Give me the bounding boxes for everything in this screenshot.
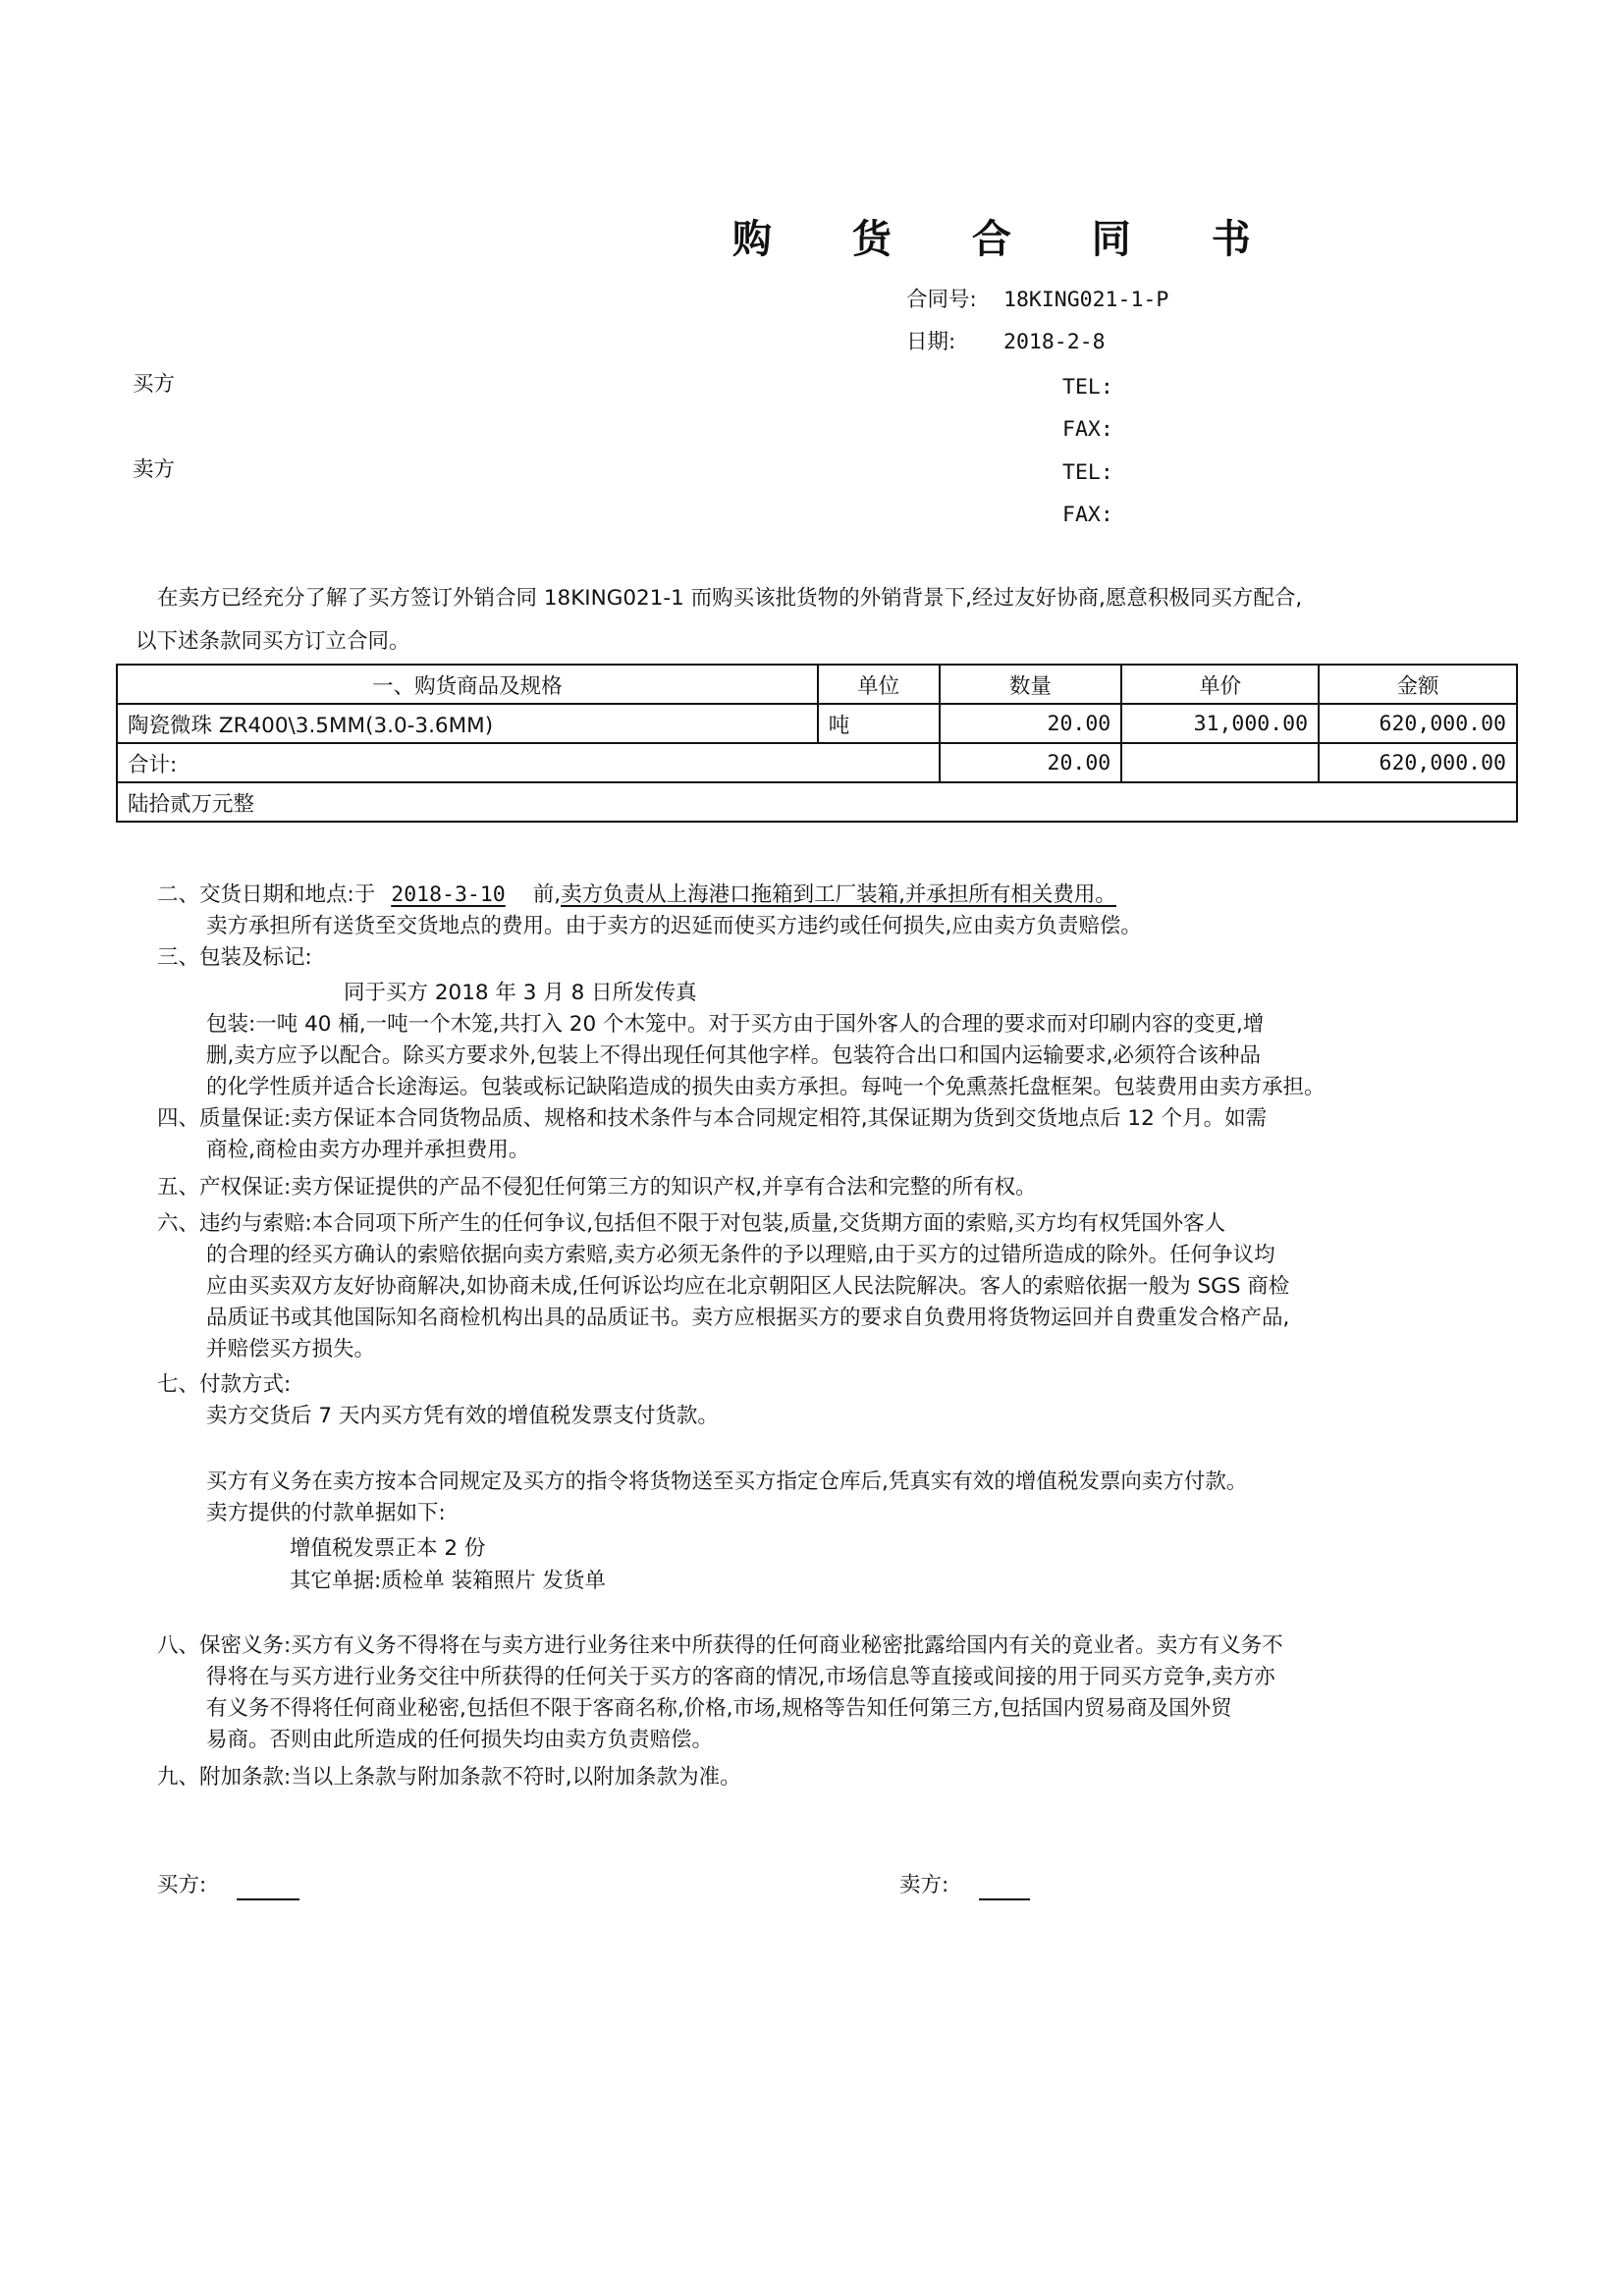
buyer-label: 买方: [133, 372, 176, 397]
total-amount: 620,000.00: [1319, 743, 1517, 782]
clause-2-line-1: [157, 881, 1146, 910]
goods-table: [116, 664, 1518, 823]
seller-label: 卖方: [133, 457, 176, 482]
date-label: 日期:: [906, 330, 956, 354]
clause-3-line-1: 包装:一吨 40 桶,一吨一个木笼,共打入 20 个木笼中。对于买方由于国外客人的合理的要求而对印刷内容的变更,增: [206, 1012, 1265, 1037]
buyer-fax-label: FAX:: [1062, 417, 1113, 442]
contract-no-label: 合同号:: [906, 288, 977, 312]
buyer-signature-line[interactable]: [237, 1875, 299, 1900]
clause-6-line-2: 的合理的经买方确认的索赔依据向卖方索赔,卖方必须无条件的予以理赔,由于买方的过错所造成的除外。任何争议均: [206, 1243, 1275, 1267]
clause-7-heading: 七、付款方式:: [157, 1372, 292, 1397]
clause-3-heading: 三、包装及标记:: [157, 945, 312, 970]
seller-fax-label: FAX:: [1062, 503, 1113, 527]
clause-6-line-4: 品质证书或其他国际知名商检机构出具的品质证书。卖方应根据买方的要求自负费用将货物运回并自费重发合格产品,: [206, 1306, 1290, 1330]
clause-8-line-2: 得将在与买方进行业务交往中所获得的任何关于买方的客商的情况,市场信息等直接或间接的用于同买方竞争,卖方亦: [206, 1665, 1275, 1689]
clause-6-line-1: 六、违约与索赔:本合同项下所产生的任何争议,包括但不限于对包装,质量,交货期方面的索赔,买方均有权凭国外客人: [157, 1211, 1226, 1236]
clause-7-line-1: 卖方交货后 7 天内买方凭有效的增值税发票支付货款。: [206, 1404, 719, 1428]
clause-2-mid: 前,: [532, 882, 562, 907]
header-amount: 金额: [1319, 665, 1517, 704]
clause-5: 五、产权保证:卖方保证提供的产品不侵犯任何第三方的知识产权,并享有合法和完整的所有权。: [157, 1175, 1037, 1200]
goods-unit-cell: 吨: [818, 704, 940, 743]
clause-9: 九、附加条款:当以上条款与附加条款不符时,以附加条款为准。: [157, 1765, 741, 1789]
buyer-signature: [157, 1871, 299, 1900]
clause-3-fax-note: 同于买方 2018 年 3 月 8 日所发传真: [344, 981, 697, 1005]
goods-table-header: [117, 665, 1517, 704]
goods-name-cell: 陶瓷微珠 ZR400\3.5MM(3.0-3.6MM): [117, 704, 818, 743]
seller-signature-label: 卖方:: [899, 1873, 949, 1897]
clause-6-line-5: 并赔偿买方损失。: [206, 1337, 376, 1362]
amount-in-words-row: [117, 782, 1517, 822]
goods-amount-cell: 620,000.00: [1319, 704, 1517, 743]
contract-title: 购 货 合 同 书: [732, 217, 1284, 262]
seller-tel-label: TEL:: [1062, 460, 1113, 485]
clause-3-line-2: 删,卖方应予以配合。除买方要求外,包装上不得出现任何其他字样。包装符合出口和国内运输要求,必须符合该种品: [206, 1043, 1262, 1068]
total-label: 合计:: [117, 743, 940, 782]
goods-quantity-cell: 20.00: [940, 704, 1122, 743]
seller-signature: [899, 1871, 1030, 1900]
intro-line-1: 在卖方已经充分了解了买方签订外销合同 18KING021-1 而购买该批货物的外销背景下,经过友好协商,愿意积极同买方配合,: [157, 586, 1303, 611]
clause-7-doc-1: 增值税发票正本 2 份: [290, 1536, 486, 1561]
buyer-tel-label: TEL:: [1062, 375, 1113, 400]
clause-2-prefix: 二、交货日期和地点:于: [157, 882, 376, 907]
header-quantity: 数量: [940, 665, 1122, 704]
clause-7-doc-2: 其它单据:质检单 装箱照片 发货单: [290, 1569, 606, 1593]
clause-4-line-2: 商检,商检由卖方办理并承担费用。: [206, 1138, 530, 1162]
clause-4-line-1: 四、质量保证:卖方保证本合同货物品质、规格和技术条件与本合同规定相符,其保证期为货到交货地点后 12 个月。如需: [157, 1106, 1268, 1131]
clause-2-line-2: 卖方承担所有送货至交货地点的费用。由于卖方的迟延而使买方违约或任何损失,应由卖方负责赔偿。: [206, 914, 1142, 938]
table-row: [117, 704, 1517, 743]
clause-8-line-4: 易商。否则由此所造成的任何损失均由卖方负责赔偿。: [206, 1728, 714, 1752]
clause-7-line-2: 买方有义务在卖方按本合同规定及买方的指令将货物送至买方指定仓库后,凭真实有效的增值税发票向卖方付款。: [206, 1469, 1248, 1494]
buyer-signature-label: 买方:: [157, 1873, 207, 1897]
seller-signature-line[interactable]: [979, 1875, 1030, 1900]
total-price-empty: [1121, 743, 1319, 782]
amount-in-words: 陆拾贰万元整: [117, 782, 1517, 822]
clause-6-line-3: 应由买卖双方友好协商解决,如协商未成,任何诉讼均应在北京朝阳区人民法院解决。客人的索赔依据一般为 SGS 商检: [206, 1274, 1290, 1299]
contract-no: 18KING021-1-P: [1003, 288, 1169, 312]
clause-7-line-3: 卖方提供的付款单据如下:: [206, 1501, 446, 1525]
clause-8-line-1: 八、保密义务:买方有义务不得将在与卖方进行业务往来中所获得的任何商业秘密批露给国内有关的竟业者。卖方有义务不: [157, 1633, 1283, 1658]
clause-8-line-3: 有义务不得将任何商业秘密,包括但不限于客商名称,价格,市场,规格等告知任何第三方,包括国内贸易商及国外贸: [206, 1696, 1232, 1721]
delivery-date: 2018-3-10: [391, 882, 506, 907]
goods-price-cell: 31,000.00: [1121, 704, 1319, 743]
delivery-detail: 卖方负责从上海港口拖箱到工厂装箱,并承担所有相关费用。: [561, 882, 1116, 907]
total-quantity: 20.00: [940, 743, 1122, 782]
intro-line-2: 以下述条款同买方订立合同。: [135, 629, 410, 654]
header-goods-spec: 一、购货商品及规格: [117, 665, 818, 704]
header-unit: 单位: [818, 665, 940, 704]
clause-3-line-3: 的化学性质并适合长途海运。包装或标记缺陷造成的损失由卖方承担。每吨一个免熏蒸托盘框架。包装费用由卖方承担。: [206, 1075, 1326, 1099]
total-row: [117, 743, 1517, 782]
header-unit-price: 单价: [1121, 665, 1319, 704]
contract-date: 2018-2-8: [1003, 330, 1106, 354]
